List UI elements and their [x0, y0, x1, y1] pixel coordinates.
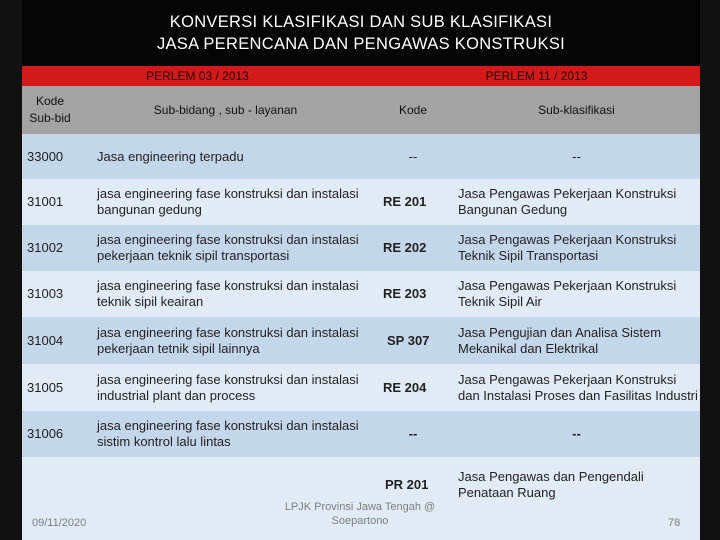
footer-credit [270, 500, 450, 528]
row-kode: RE 204 [383, 379, 427, 395]
perlem-left-header: PERLEM 03 / 2013 [22, 66, 373, 86]
row-subklasifikasi: Jasa Pengawas Pekerjaan Konstruksi Bangunan Gedung [458, 186, 677, 217]
row-kode: RE 202 [383, 240, 427, 255]
row-kode-subbid: 31004 [27, 332, 64, 348]
row-subbidang: jasa engineering fase konstruksi dan instalasi sistim kontrol lalu lintas [97, 418, 359, 449]
kode-header: Kode [373, 86, 453, 134]
kode-subbid-header: Kode Sub-bid [22, 86, 78, 134]
row-kode: -- [408, 426, 418, 441]
row-subklasifikasi: -- [572, 426, 581, 441]
row-kode: RE 203 [383, 286, 427, 301]
row-kode-subbid: 31001 [27, 194, 64, 209]
row-subbidang: jasa engineering fase konstruksi dan instalasi pekerjaan tetnik sipil lainnya [97, 324, 359, 356]
page-number: 78 [668, 517, 681, 529]
row-kode-subbid [22, 457, 78, 497]
subklasifikasi-header: Sub-klasifikasi [453, 86, 700, 134]
slide-title [22, 0, 700, 66]
row-kode: PR 201 [385, 477, 429, 492]
row-subklasifikasi: Jasa Pengawas Pekerjaan Konstruksi Teknik Sipil Transportasi [458, 232, 677, 263]
title-line-1: KONVERSI KLASIFIKASI DAN SUB KLASIFIKASI [169, 13, 553, 31]
row-subklasifikasi: -- [572, 148, 581, 164]
row-subbidang: jasa engineering fase konstruksi dan instalasi teknik sipil keairan [97, 278, 359, 309]
row-kode: SP 307 [387, 332, 430, 348]
row-kode-subbid: 33000 [27, 148, 64, 164]
subbidang-header: Sub-bidang , sub - layanan [78, 86, 373, 134]
row-kode-subbid: 31002 [27, 240, 64, 255]
row-subbidang: Jasa engineering terpadu [97, 148, 244, 164]
row-subklasifikasi: Jasa Pengawas dan Pengendali Penataan Ruang [458, 469, 644, 500]
row-subbidang: jasa engineering fase konstruksi dan instalasi industrial plant dan process [97, 371, 359, 403]
row-kode-subbid: 31005 [27, 379, 64, 395]
row-kode-subbid: 31006 [27, 426, 64, 441]
row-kode: -- [408, 148, 418, 164]
row-kode-subbid: 31003 [27, 286, 64, 301]
footer-credit-line-2: Soepartono [331, 515, 389, 527]
row-subklasifikasi: Jasa Pengujian dan Analisa Sistem Mekanikal dan Elektrikal [458, 324, 662, 356]
footer-credit-line-1: LPJK Provinsi Jawa Tengah @ [284, 501, 436, 513]
perlem-right-header: PERLEM 11 / 2013 [373, 66, 700, 86]
conversion-table [22, 66, 700, 540]
title-line-2: JASA PERENCANA DAN PENGAWAS KONSTRUKSI [156, 35, 566, 53]
row-kode: RE 201 [383, 194, 427, 209]
row-subbidang: jasa engineering fase konstruksi dan instalasi pekerjaan teknik sipil transportasi [97, 232, 359, 263]
row-subbidang [92, 457, 373, 497]
row-subklasifikasi: Jasa Pengawas Pekerjaan Konstruksi Teknik Sipil Air [458, 278, 677, 309]
row-subklasifikasi: Jasa Pengawas Pekerjaan Konstruksi dan Instalasi Proses dan Fasilitas Industri [458, 371, 698, 403]
footer-date: 09/11/2020 [32, 517, 87, 529]
row-subbidang: jasa engineering fase konstruksi dan instalasi bangunan gedung [97, 186, 359, 217]
